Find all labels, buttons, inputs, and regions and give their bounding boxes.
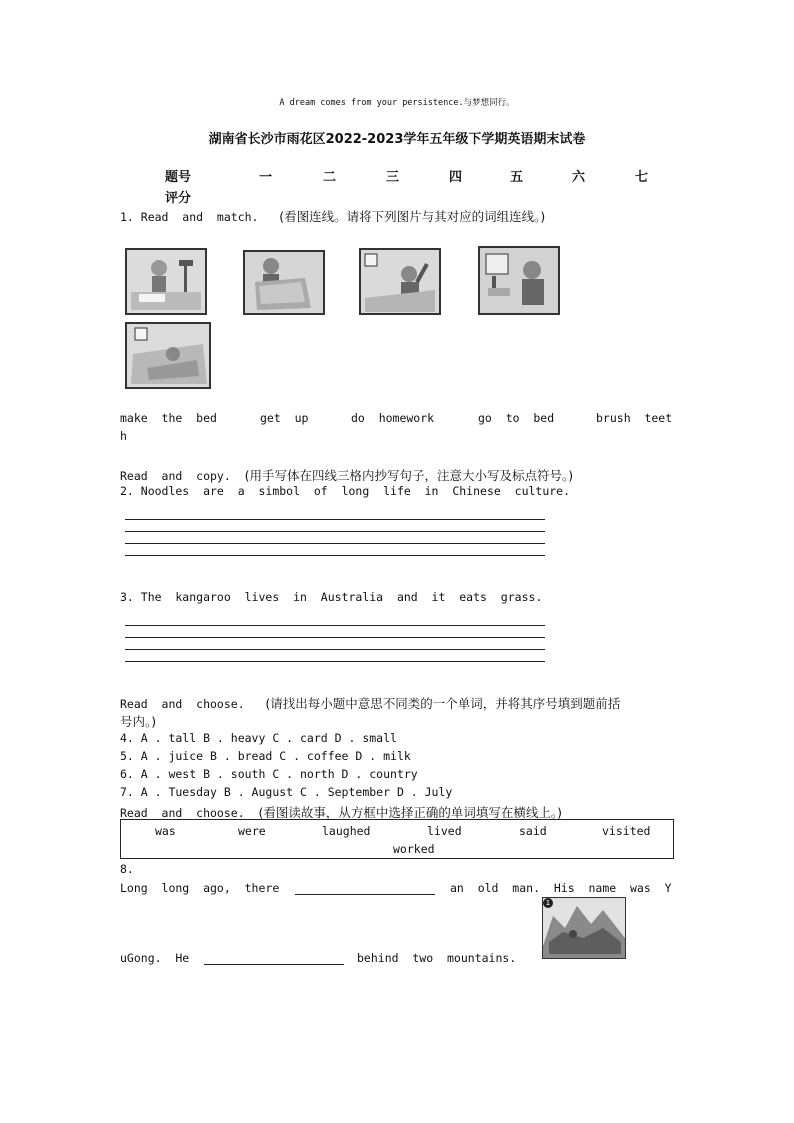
phrase-go-to-bed: go to bed	[478, 411, 555, 425]
q7-item: 7. A . Tuesday B . August C . September D . July	[120, 785, 453, 799]
phrase-make-bed: make the bed	[120, 411, 217, 425]
q4-item: 4. A . tall B . heavy C . card D . small	[120, 731, 397, 745]
writing-line	[125, 649, 545, 650]
writing-line	[125, 637, 545, 638]
score-label-number: 题号	[165, 170, 192, 185]
score-col-6: 六	[572, 170, 586, 185]
story-line-1-start: Long long ago, there	[120, 881, 280, 895]
get-up-picture	[359, 248, 441, 315]
writing-line	[125, 555, 545, 556]
word-worked: worked	[393, 842, 435, 856]
score-col-4: 四	[449, 170, 463, 185]
word-lived: lived	[427, 824, 462, 838]
blank-2[interactable]	[204, 952, 344, 965]
score-col-5: 五	[510, 170, 524, 185]
q3-sentence: 3. The kangaroo lives in Australia and it eats grass.	[120, 590, 543, 604]
page-title: 湖南省长沙市雨花区2022-2023学年五年级下学期英语期末试卷	[208, 132, 586, 147]
phrase-brush-teeth: brush teet	[596, 411, 673, 425]
word-laughed: laughed	[322, 824, 371, 838]
word-said: said	[519, 824, 547, 838]
score-col-3: 三	[386, 170, 400, 185]
phrase-do-homework: do homework	[351, 411, 435, 425]
story-line-1-end: an old man. His name was Y	[450, 881, 672, 895]
story-line-2-start: uGong. He	[120, 951, 190, 965]
word-were: were	[238, 824, 266, 838]
motto: A dream comes from your persistence.与梦想同行。	[279, 98, 515, 108]
brush-teeth-picture	[478, 246, 560, 315]
word-bank-box	[120, 819, 674, 859]
score-label-score: 评分	[165, 191, 192, 206]
copy-instruction: Read and copy. (用手写体在四线三格内抄写句子，注意大小写及标点符号。)	[120, 468, 574, 483]
q2-sentence: 2. Noodles are a simbol of long life in Chinese culture.	[120, 484, 571, 498]
choose-instruction-cont: 号内。)	[120, 714, 157, 729]
writing-line	[125, 531, 545, 532]
q2-writing-lines[interactable]	[125, 519, 545, 567]
score-col-7: 七	[635, 170, 649, 185]
word-was: was	[155, 824, 176, 838]
phrase-get-up: get up	[260, 411, 309, 425]
mountain-picture	[542, 897, 626, 959]
q3-writing-lines[interactable]	[125, 625, 545, 673]
go-to-bed-picture	[125, 322, 211, 389]
homework-picture	[125, 248, 207, 315]
story-line-2-end: behind two mountains.	[357, 951, 517, 965]
make-bed-picture	[243, 250, 325, 315]
writing-line	[125, 543, 545, 544]
phrase-wrap: h	[120, 429, 127, 443]
picture-badge: 1	[543, 898, 553, 908]
writing-line	[125, 625, 545, 626]
q1-instruction: 1. Read and match. (看图连线。请将下列图片与其对应的词组连线。)	[120, 209, 546, 224]
story-instruction: Read and choose. (看图读故事，从方框中选择正确的单词填写在横线上。)	[120, 805, 562, 820]
score-col-1: 一	[259, 170, 273, 185]
q6-item: 6. A . west B . south C . north D . country	[120, 767, 418, 781]
blank-1[interactable]	[295, 882, 435, 895]
q8-number: 8.	[120, 862, 134, 876]
word-visited: visited	[602, 824, 651, 838]
writing-line	[125, 519, 545, 520]
q5-item: 5. A . juice B . bread C . coffee D . milk	[120, 749, 411, 763]
choose-instruction: Read and choose. (请找出每小题中意思不同类的一个单词，并将其序号填到题前括	[120, 696, 621, 711]
writing-line	[125, 661, 545, 662]
score-col-2: 二	[323, 170, 337, 185]
